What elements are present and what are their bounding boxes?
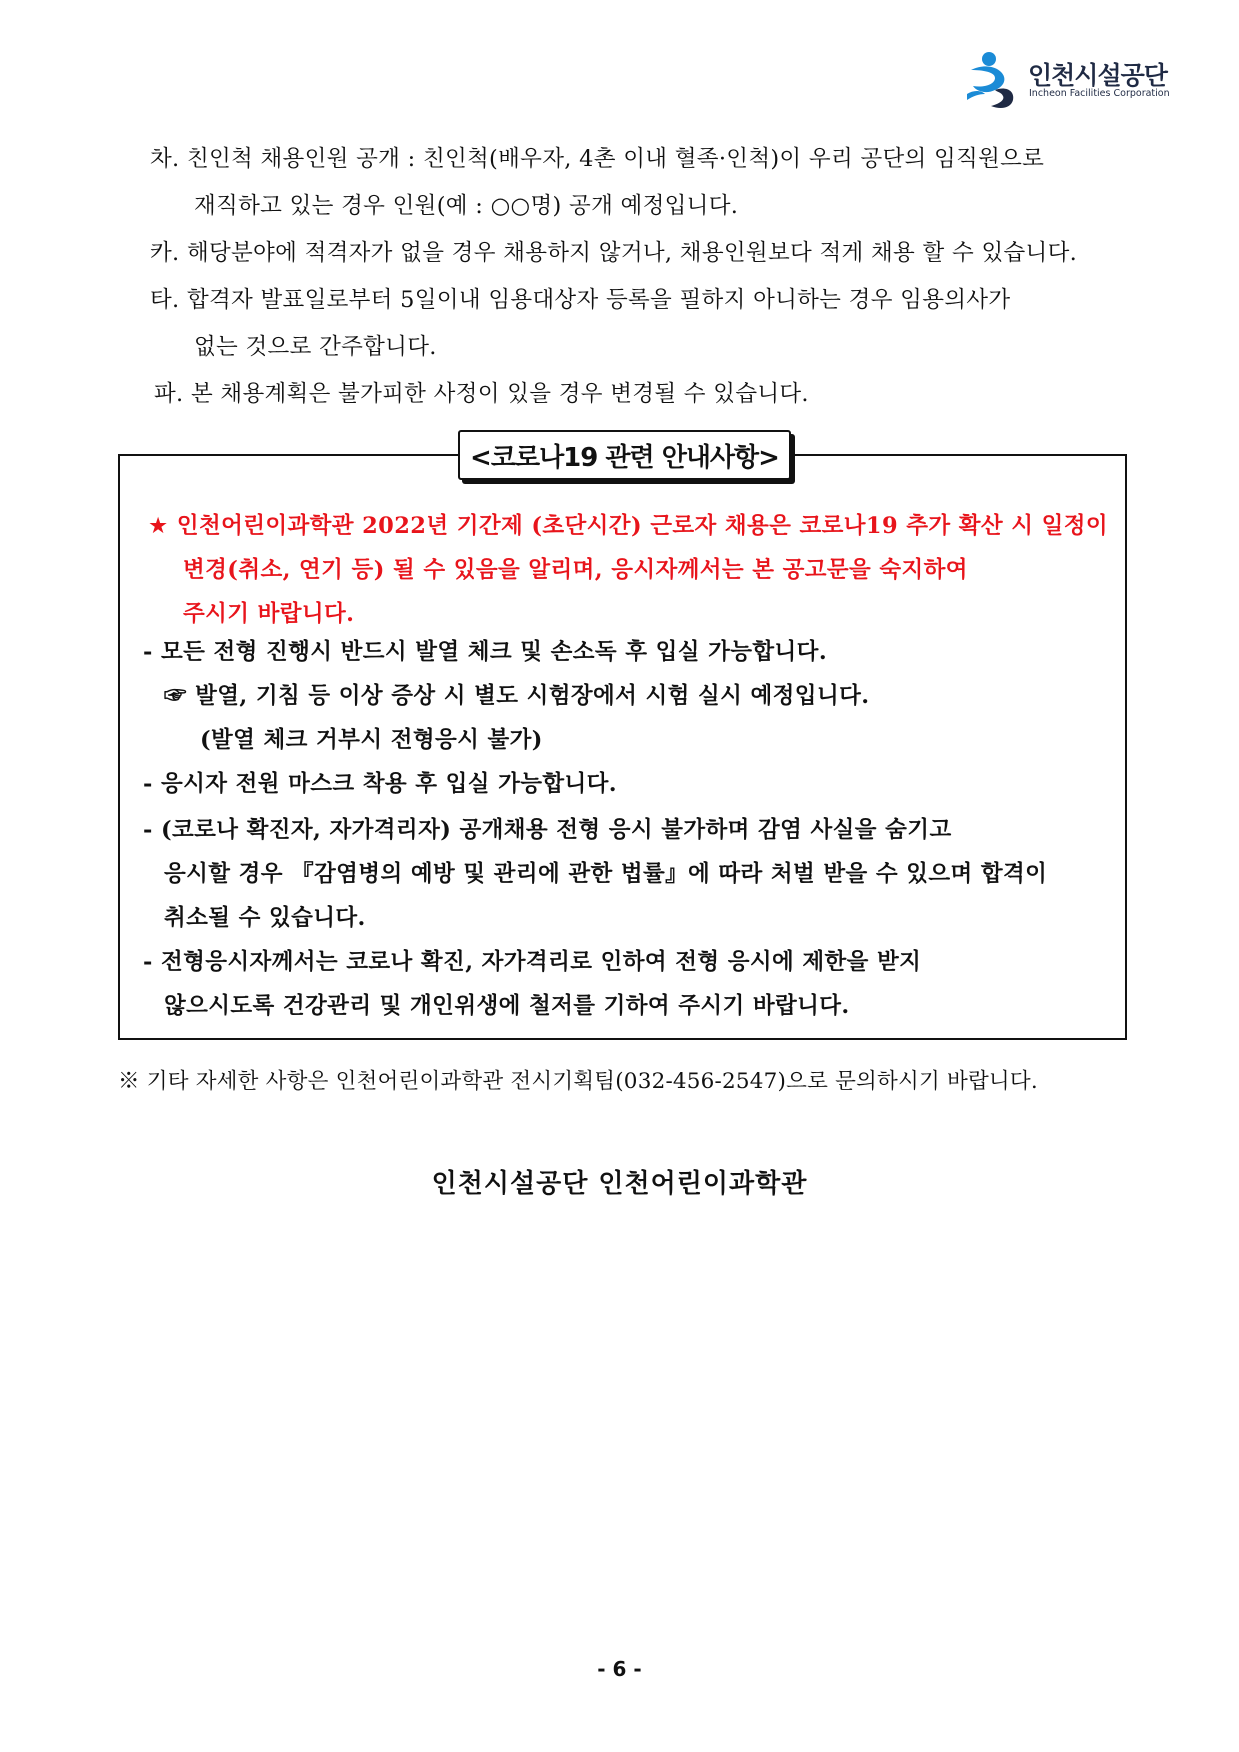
issuer-signature: 인천시설공단 인천어린이과학관 (431, 1169, 808, 1199)
star-icon: ★ (148, 513, 169, 539)
contact-note: ※ 기타 자세한 사항은 인천어린이과학관 전시기획팀(032-456-2547)으로 문의하시기 바랍니다. (118, 1069, 1038, 1094)
item-ta-line1: 타. 합격자 발표일로부터 5일이내 임용대상자 등록을 필하지 아니하는 경우 임용의사가 (150, 287, 1011, 313)
notice-line-3: (발열 체크 거부시 전형응시 불가) (200, 727, 543, 753)
notice-line-4: - 응시자 전원 마스크 착용 후 입실 가능합니다. (143, 771, 618, 797)
item-ka-line1: 카. 해당분야에 적격자가 없을 경우 채용하지 않거나, 채용인원보다 적게 채용 할 수 있습니다. (150, 240, 1078, 266)
notice-line-8: - 전형응시자께서는 코로나 확진, 자가격리로 인하여 전형 응시에 제한을 받지 (143, 949, 922, 975)
company-logo (965, 50, 1170, 110)
notice-line-7: 취소될 수 있습니다. (164, 905, 366, 931)
notice-line-2: ☞ 발열, 기침 등 이상 증상 시 별도 시험장에서 시험 실시 예정입니다. (164, 683, 870, 709)
item-ta-line2: 없는 것으로 간주합니다. (194, 334, 437, 360)
item-cha-line1: 차. 친인척 채용인원 공개 : 친인척(배우자, 4촌 이내 혈족·인척)이 우리 공단의 임직원으로 (150, 146, 1045, 172)
notice-red-line-1 (148, 508, 1108, 540)
notice-line-1: - 모든 전형 진행시 반드시 발열 체크 및 손소독 후 입실 가능합니다. (143, 639, 828, 665)
notice-line-5: - (코로나 확진자, 자가격리자) 공개채용 전형 응시 불가하며 감염 사실을 숨기고 (143, 817, 952, 843)
logo-english-text: Incheon Facilities Corporation (1029, 88, 1170, 99)
runner-logo-icon (965, 50, 1027, 110)
notice-line-9: 않으시도록 건강관리 및 개인위생에 철저를 기하여 주시기 바랍니다. (164, 993, 850, 1019)
notice-red-text-1: 인천어린이과학관 2022년 기간제 (초단시간) 근로자 채용은 코로나19 추가 확산 시 일정이 (176, 513, 1109, 539)
notice-red-line-3: 주시기 바랍니다. (183, 601, 355, 627)
page-number: - 6 - (597, 1657, 642, 1681)
covid-notice-title: <코로나19 관련 안내사항> (458, 430, 791, 480)
notice-red-line-2: 변경(취소, 연기 등) 될 수 있음을 알리며, 응시자께서는 본 공고문을 숙지하여 (183, 557, 968, 583)
item-cha-line2: 재직하고 있는 경우 인원(예 : ○○명) 공개 예정입니다. (194, 193, 739, 219)
logo-korean-text: 인천시설공단 (1028, 61, 1167, 90)
notice-line-6: 응시할 경우 『감염병의 예방 및 관리에 관한 법률』에 따라 처벌 받을 수 있으며 합격이 (164, 861, 1048, 887)
item-pa-line1: 파. 본 채용계획은 불가피한 사정이 있을 경우 변경될 수 있습니다. (154, 381, 809, 407)
